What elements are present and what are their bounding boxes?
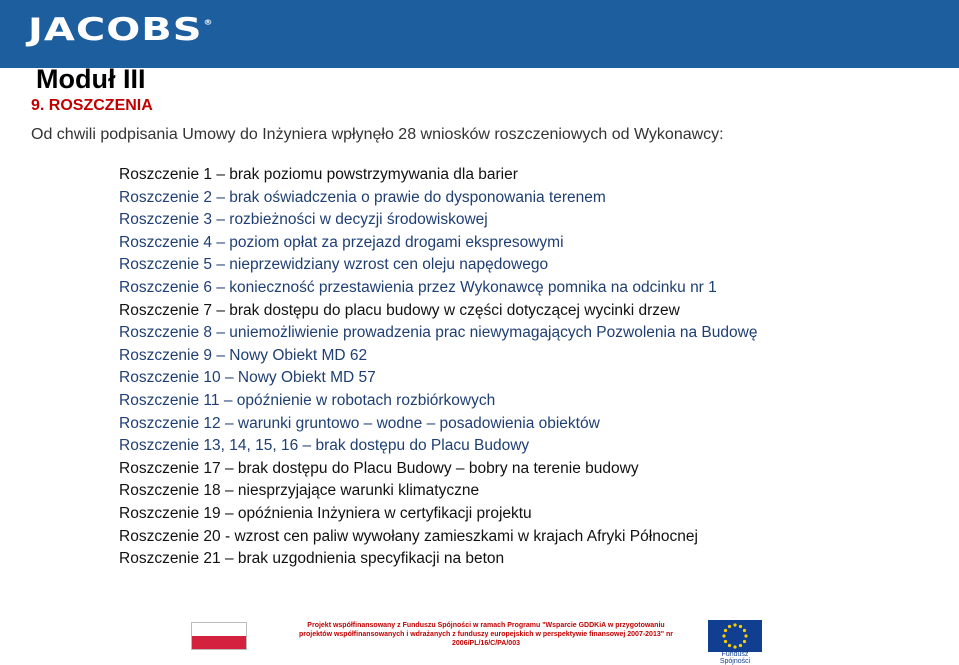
claim-item: Roszczenie 11 – opóźnienie w robotach rozbiórkowych: [119, 391, 496, 409]
claim-item: Roszczenie 19 – opóźnienia Inżyniera w certyfikacji projektu: [119, 504, 532, 522]
cofinancing-line: projektów współfinansowanych i wdrażanych z funduszy europejskich w perspektywie finansowej 2007-2013" nr: [298, 631, 674, 638]
claim-item: Roszczenie 18 – niesprzyjające warunki klimatyczne: [119, 482, 480, 500]
claims-list: [119, 164, 757, 571]
claim-item: Roszczenie 8 – uniemożliwienie prowadzenia prac niewymagających Pozwolenia na Budowę: [119, 324, 758, 342]
logo-registered-mark: ®: [203, 18, 213, 27]
claim-item: Roszczenie 3 – rozbieżności w decyzji środowiskowej: [119, 211, 488, 229]
claim-item: Roszczenie 20 - wzrost cen paliw wywołany zamieszkami w krajach Afryki Północnej: [119, 527, 698, 545]
cofinancing-line: 2006/PL/16/C/PA/003: [452, 640, 520, 647]
claim-item: Roszczenie 21 – brak uzgodnienia specyfikacji na beton: [119, 550, 505, 568]
polish-flag-icon: [191, 622, 247, 650]
claim-item: Roszczenie 12 – warunki gruntowo – wodne – posadowienia obiektów: [119, 414, 600, 432]
claim-item: Roszczenie 4 – poziom opłat za przejazd drogami ekspresowymi: [119, 233, 564, 251]
claim-item: Roszczenie 17 – brak dostępu do Placu Budowy – bobry na terenie budowy: [119, 459, 639, 477]
intro-text: Od chwili podpisania Umowy do Inżyniera wpłynęło 28 wniosków roszczeniowych od Wykonawcy:: [31, 126, 724, 143]
section-heading: 9. ROSZCZENIA: [31, 97, 153, 114]
claim-item: Roszczenie 13, 14, 15, 16 – brak dostępu do Placu Budowy: [119, 437, 530, 455]
eu-caption-line: Spójności: [719, 658, 751, 665]
claim-item: Roszczenie 2 – brak oświadczenia o prawie do dysponowania terenem: [119, 188, 606, 206]
eu-flag-icon: [708, 620, 762, 652]
claim-item: Roszczenie 7 – brak dostępu do placu budowy w części dotyczącej wycinki drzew: [119, 301, 680, 319]
claim-item: Roszczenie 9 – Nowy Obiekt MD 62: [119, 346, 368, 364]
eu-stars-icon: [708, 620, 762, 652]
header-bar: [0, 0, 959, 68]
claim-item: Roszczenie 10 – Nowy Obiekt MD 57: [119, 369, 376, 387]
jacobs-logo: [28, 12, 213, 48]
eu-caption-line: Fundusz: [721, 651, 749, 658]
claim-item: Roszczenie 5 – nieprzewidziany wzrost cen oleju napędowego: [119, 256, 549, 274]
cofinancing-note: [286, 621, 686, 648]
claim-item: Roszczenie 6 – konieczność przestawienia przez Wykonawcę pomnika na odcinku nr 1: [119, 278, 717, 296]
claim-item: Roszczenie 1 – brak poziomu powstrzymywania dla barier: [119, 166, 518, 183]
slide-title: Moduł III: [36, 64, 146, 94]
cofinancing-line: Projekt współfinansowany z Funduszu Spójności w ramach Programu "Wsparcie GDDKiA w przygotowaniu: [307, 622, 665, 629]
logo-text: JACOBS: [28, 12, 203, 48]
